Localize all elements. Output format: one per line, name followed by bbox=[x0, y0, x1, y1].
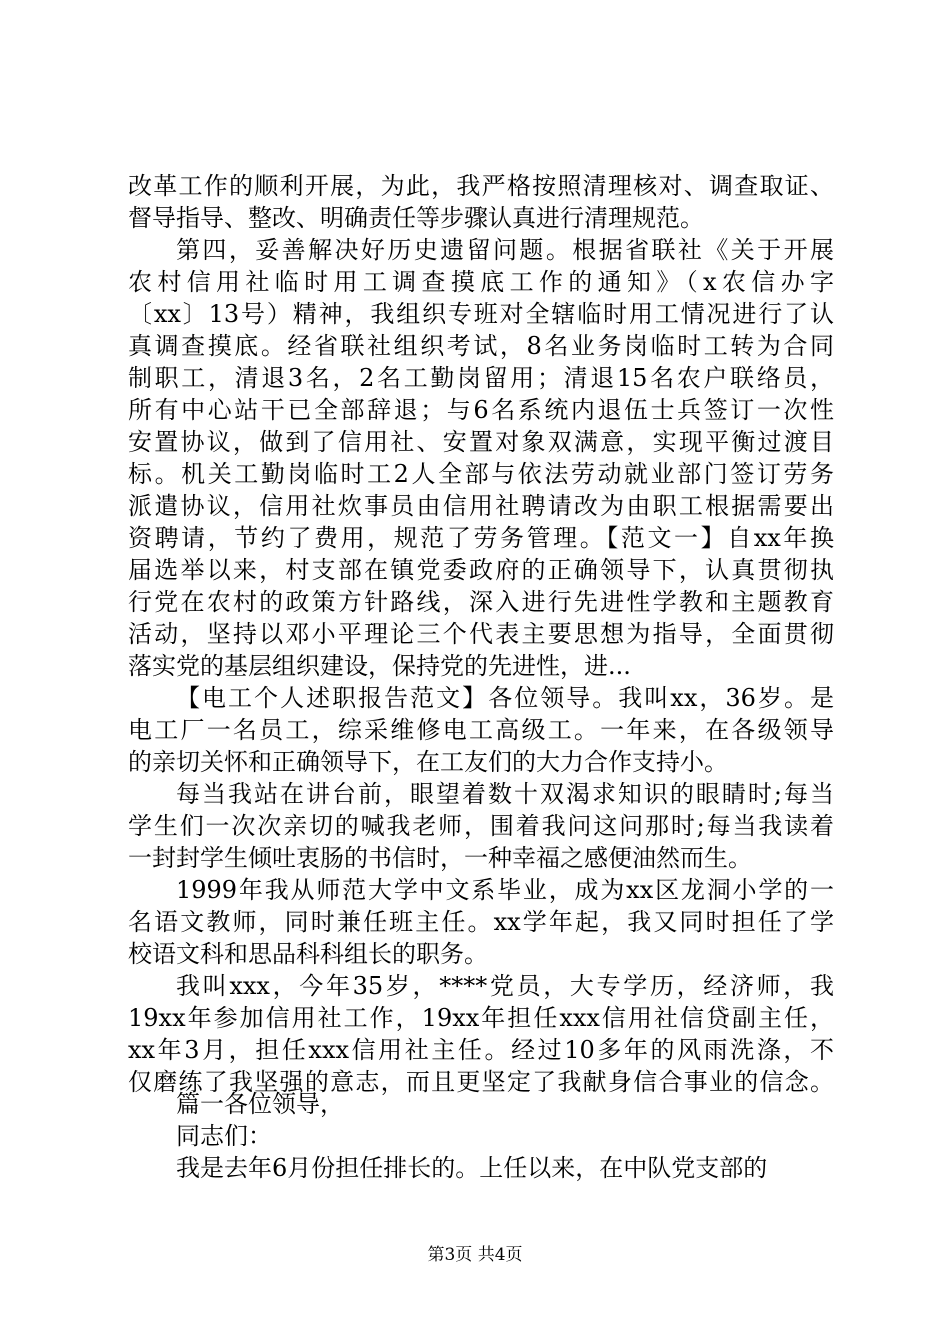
text-line: 同志们： bbox=[176, 1122, 272, 1150]
text-line: 第四，妥善解决好历史遗留问题。根据省联社《关于开展 bbox=[176, 236, 834, 264]
text-line: 活动，坚持以邓小平理论三个代表主要思想为指导，全面贯彻 bbox=[128, 620, 834, 648]
text-line: 一封封学生倾吐衷肠的书信时，一种幸福之感便油然而生。 bbox=[128, 844, 752, 872]
text-line: 名语文教师，同时兼任班主任。xx学年起，我又同时担任了学 bbox=[128, 908, 834, 936]
text-line: 届选举以来，村支部在镇党委政府的正确领导下，认真贯彻执 bbox=[128, 556, 834, 584]
page-footer: 第3页 共4页 bbox=[427, 1245, 523, 1265]
text-line: 【电工个人述职报告范文】各位领导。我叫xx，36岁。是 bbox=[176, 684, 834, 712]
text-line: xx年3月，担任xxx信用社主任。经过10多年的风雨洗涤，不 bbox=[128, 1036, 834, 1064]
text-line: 真调查摸底。经省联社组织考试，8名业务岗临时工转为合同 bbox=[128, 332, 834, 360]
text-line: 学生们一次次亲切的喊我老师，围着我问这问那时;每当我读着 bbox=[128, 812, 834, 840]
text-line: 校语文科和思品科科组长的职务。 bbox=[128, 940, 488, 968]
text-line: 改革工作的顺利开展，为此，我严格按照清理核对、调查取证、 bbox=[128, 172, 834, 200]
text-line: 所有中心站干已全部辞退；与6名系统内退伍士兵签订一次性 bbox=[128, 396, 834, 424]
text-line: 落实党的基层组织建设，保持党的先进性，进... bbox=[128, 652, 631, 680]
text-line: 仅磨练了我坚强的意志，而且更坚定了我献身信合事业的信念。 bbox=[128, 1068, 834, 1096]
text-line: 安置协议，做到了信用社、安置对象双满意，实现平衡过渡目 bbox=[128, 428, 834, 456]
text-line: 每当我站在讲台前，眼望着数十双渴求知识的眼睛时;每当 bbox=[176, 780, 834, 808]
text-line: 的亲切关怀和正确领导下，在工友们的大力合作支持小。 bbox=[128, 748, 728, 776]
text-line: 派遣协议，信用社炊事员由信用社聘请改为由职工根据需要出 bbox=[128, 492, 834, 520]
text-line: 资聘请，节约了费用，规范了劳务管理。【范文一】自xx年换 bbox=[128, 524, 834, 552]
text-line: 行党在农村的政策方针路线，深入进行先进性学教和主题教育 bbox=[128, 588, 834, 616]
closing-section bbox=[176, 1088, 836, 1184]
text-line: 督导指导、整改、明确责任等步骤认真进行清理规范。 bbox=[128, 204, 704, 232]
text-line: 19xx年参加信用社工作，19xx年担任xxx信用社信贷副主任， bbox=[128, 1004, 834, 1032]
text-line: 电工厂一名员工，综采维修电工高级工。一年来，在各级领导 bbox=[128, 716, 834, 744]
text-line: 1999年我从师范大学中文系毕业，成为xx区龙洞小学的一 bbox=[176, 876, 834, 904]
text-line: 我是去年6月份担任排长的。上任以来，在中队党支部的 bbox=[176, 1154, 768, 1182]
text-line: 〔xx〕13号）精神，我组织专班对全辖临时用工情况进行了认 bbox=[128, 300, 834, 328]
text-line: 标。机关工勤岗临时工2人全部与依法劳动就业部门签订劳务 bbox=[128, 460, 834, 488]
document-body bbox=[128, 170, 834, 1098]
text-line: 制职工，清退3名，2名工勤岗留用；清退15名农户联络员， bbox=[128, 364, 834, 392]
text-line: 我叫xxx，今年35岁，****党员，大专学历，经济师，我 bbox=[176, 972, 834, 1000]
text-line: 农村信用社临时用工调查摸底工作的通知》（x农信办字 bbox=[128, 268, 834, 296]
text-line: 篇一各位领导， bbox=[176, 1090, 344, 1118]
